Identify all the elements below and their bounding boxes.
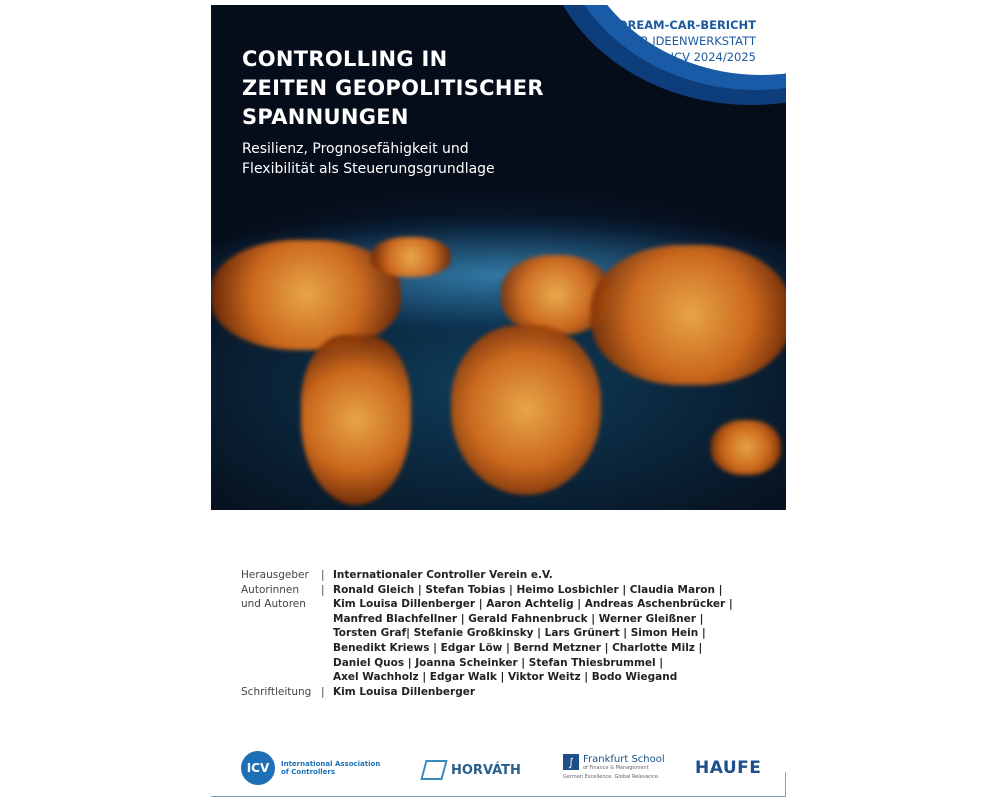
title-line: SPANNUNGEN [242,105,409,129]
subtitle-line: Resilienz, Prognosefähigkeit und [242,141,469,157]
series-line-2: DER IDEENWERKSTATT [624,34,756,48]
authors-label-2: und Autoren [241,598,306,611]
subtitle-line: Flexibilität als Steuerungsgrundlage [242,161,495,177]
authors-label-1: Autorinnen [241,583,300,596]
separator: | [321,583,325,596]
frankfurt-school-icon: ∫ [563,754,579,770]
authors-line: Kim Louisa Dillenberger | Aaron Achtelig | Andreas Aschenbrücker | [333,598,733,611]
icv-logo [241,751,380,785]
title-line: ZEITEN GEOPOLITISCHER [242,76,544,100]
icv-line: International Association [281,760,381,768]
frankfurt-school-text [563,754,665,780]
land-greenland [371,237,451,277]
separator: | [321,569,325,581]
publisher-name: Internationaler Controller Verein e.V. [333,569,553,581]
editor-label: Schriftleitung [241,685,312,698]
fs-tagline: German Excellence. Global Relevance. [563,774,660,780]
series-label [618,17,756,65]
horvath-name: HORVÁTH [451,762,521,778]
icv-text [281,760,380,776]
horvath-logo [423,760,521,780]
authors-row [241,583,733,685]
land-africa [451,325,601,495]
fs-sub: of Finance & Management [583,765,649,771]
icv-line: of Controllers [281,768,335,776]
haufe-name: HAUFE [695,758,762,778]
authors-line: Axel Wachholz | Edgar Walk | Viktor Weitz | Bodo Wiegand [333,671,678,684]
authors-line: Daniel Quos | Joanna Scheinker | Stefan Thiesbrummel | [333,656,664,669]
credits-block [241,568,733,699]
editor-name: Kim Louisa Dillenberger [333,685,476,698]
cover-title [242,45,544,132]
series-line-3: IM ICV 2024/2025 [653,50,756,64]
land-south-america [301,335,411,505]
logo-bar [211,748,786,788]
icv-mark: ICV [241,751,275,785]
authors-label [241,583,321,685]
publisher-row [241,568,733,583]
title-line: CONTROLLING IN [242,47,448,71]
land-australia [711,420,781,475]
cover-image [211,5,786,510]
fs-name: Frankfurt School [583,754,665,765]
publisher-label: Herausgeber [241,569,309,581]
authors-line: Torsten Graf| Stefanie Großkinsky | Lars Grünert | Simon Hein | [333,627,706,640]
cover-subtitle [242,139,495,179]
horvath-icon [420,760,447,780]
authors-list [333,583,733,685]
authors-line: Manfred Blachfellner | Gerald Fahnenbruck | Werner Gleißner | [333,612,704,625]
bottom-border [211,796,786,797]
authors-line: Ronald Gleich | Stefan Tobias | Heimo Losbichler | Claudia Maron | [333,583,723,596]
editor-row [241,685,733,700]
right-border [785,772,786,797]
frankfurt-school-logo [563,754,665,780]
series-line-1: DREAM-CAR-BERICHT [617,18,756,32]
authors-line: Benedikt Kriews | Edgar Löw | Bernd Metzner | Charlotte Milz | [333,641,703,654]
haufe-logo [695,758,761,778]
separator: | [321,685,325,698]
land-asia [591,245,786,385]
